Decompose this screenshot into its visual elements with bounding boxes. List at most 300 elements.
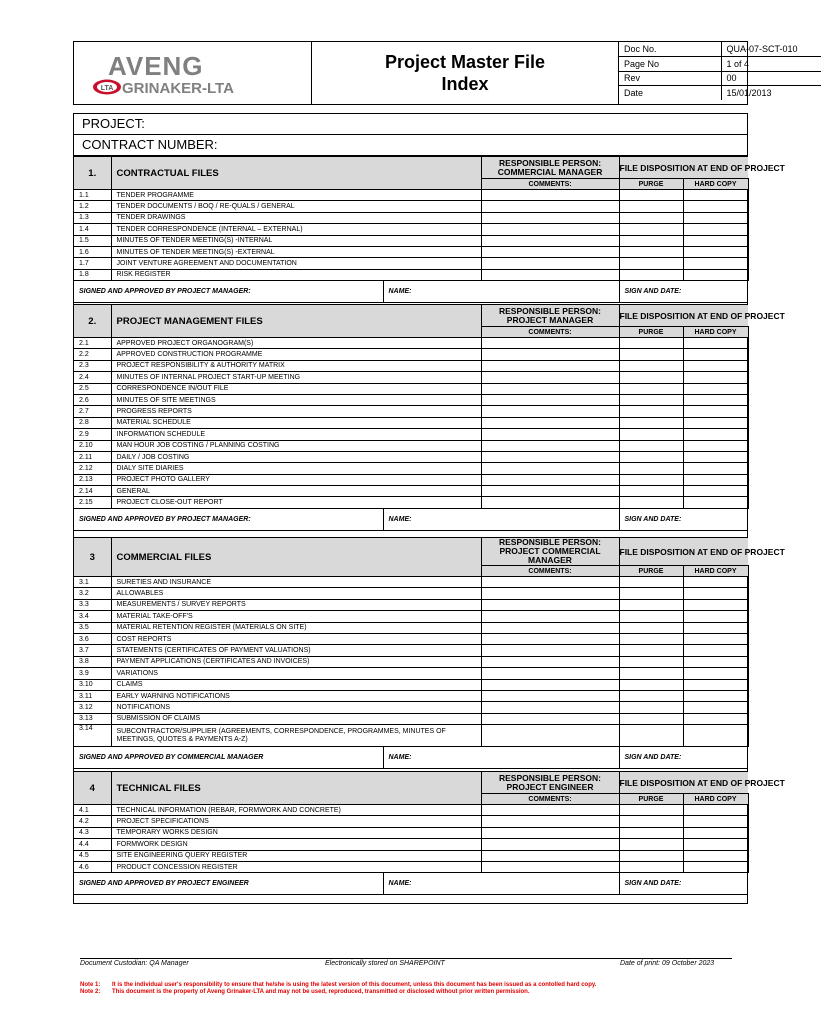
file-item-row (74, 679, 748, 690)
document-header (73, 41, 798, 105)
hard-copy-cell[interactable] (683, 383, 748, 394)
comments-header: COMMENTS: (481, 566, 619, 577)
purge-cell[interactable] (619, 861, 683, 872)
item-number: 1.1 (74, 190, 111, 201)
comments-cell[interactable] (481, 440, 619, 451)
item-description: MATERIAL RETENTION REGISTER (MATERIALS ON SITE) (111, 622, 481, 633)
file-item-row (74, 839, 748, 850)
purge-cell[interactable] (619, 486, 683, 497)
purge-cell[interactable] (619, 463, 683, 474)
name-field[interactable]: NAME: (383, 873, 619, 895)
purge-cell[interactable] (619, 839, 683, 850)
name-field[interactable]: NAME: (383, 508, 619, 530)
item-number: 3.4 (74, 611, 111, 622)
purge-cell[interactable] (619, 690, 683, 701)
purge-cell[interactable] (619, 679, 683, 690)
comments-cell[interactable] (481, 451, 619, 462)
hard-copy-cell[interactable] (683, 805, 748, 816)
contract-number-field[interactable] (74, 135, 747, 156)
hard-copy-cell[interactable] (683, 725, 748, 747)
purge-cell[interactable] (619, 599, 683, 610)
item-description: PRODUCT CONCESSION REGISTER (111, 861, 481, 872)
purge-cell[interactable] (619, 360, 683, 371)
section-header-row (74, 538, 748, 566)
comments-cell[interactable] (481, 383, 619, 394)
purge-cell[interactable] (619, 850, 683, 861)
item-description: TECHNICAL INFORMATION (REBAR, FORMWORK AND CONCRETE) (111, 805, 481, 816)
comments-cell[interactable] (481, 725, 619, 747)
item-number: 3.7 (74, 645, 111, 656)
lta-badge-text: LTA (100, 85, 114, 92)
item-description: PROGRESS REPORTS (111, 406, 481, 417)
file-item-row (74, 690, 748, 701)
file-item-row (74, 486, 748, 497)
responsible-label: RESPONSIBLE PERSON: (499, 157, 602, 168)
file-item-row (74, 850, 748, 861)
purge-cell[interactable] (619, 269, 683, 280)
hard-copy-cell[interactable] (683, 599, 748, 610)
comments-cell[interactable] (481, 622, 619, 633)
hard-copy-cell[interactable] (683, 668, 748, 679)
item-description: MATERIAL SCHEDULE (111, 417, 481, 428)
company-logo (74, 42, 312, 104)
item-number: 1.7 (74, 258, 111, 269)
item-number: 2.11 (74, 451, 111, 462)
comments-header: COMMENTS: (481, 327, 619, 338)
comments-cell[interactable] (481, 394, 619, 405)
item-description: EARLY WARNING NOTIFICATIONS (111, 690, 481, 701)
item-description: VARIATIONS (111, 668, 481, 679)
hard-copy-cell[interactable] (683, 372, 748, 383)
file-item-row (74, 349, 748, 360)
section-number: 4 (74, 772, 111, 805)
item-description: MINUTES OF SITE MEETINGS (111, 394, 481, 405)
item-number: 4.2 (74, 816, 111, 827)
comments-cell[interactable] (481, 474, 619, 485)
file-item-row (74, 372, 748, 383)
title-line-2: Index (441, 74, 489, 94)
comments-cell[interactable] (481, 338, 619, 349)
comments-cell[interactable] (481, 713, 619, 724)
file-item-row (74, 394, 748, 405)
meta-row: Date 15/01/2013 (619, 86, 821, 101)
section-table (74, 537, 785, 769)
purge-cell[interactable] (619, 816, 683, 827)
item-description: SITE ENGINEERING QUERY REGISTER (111, 850, 481, 861)
purge-cell[interactable] (619, 212, 683, 223)
item-description: DAILY / JOB COSTING (111, 451, 481, 462)
hard-copy-cell[interactable] (683, 258, 748, 269)
responsible-label: RESPONSIBLE PERSON: (498, 305, 602, 316)
purge-cell[interactable] (619, 258, 683, 269)
file-item-row (74, 269, 748, 280)
purge-cell[interactable] (619, 622, 683, 633)
purge-cell[interactable] (619, 383, 683, 394)
comments-cell[interactable] (481, 486, 619, 497)
purge-header: PURGE (619, 566, 683, 577)
document-custodian: Document Custodian: QA Manager (80, 960, 189, 967)
hard-copy-cell[interactable] (683, 224, 748, 235)
project-field[interactable] (74, 114, 747, 135)
item-number: 3.8 (74, 656, 111, 667)
item-number: 1.3 (74, 212, 111, 223)
responsible-person (481, 305, 619, 327)
file-item-row (74, 577, 748, 588)
item-description: CLAIMS (111, 679, 481, 690)
item-description: MEASUREMENTS / SURVEY REPORTS (111, 599, 481, 610)
purge-header: PURGE (619, 794, 683, 805)
purge-cell[interactable] (619, 474, 683, 485)
section-title: CONTRACTUAL FILES (111, 157, 481, 190)
hard-copy-header: HARD COPY (683, 179, 748, 190)
purge-cell[interactable] (619, 440, 683, 451)
file-item-row (74, 702, 748, 713)
item-description: RISK REGISTER (111, 269, 481, 280)
purge-cell[interactable] (619, 349, 683, 360)
sign-date-field[interactable]: SIGN AND DATE: (619, 508, 748, 530)
hard-copy-cell[interactable] (683, 246, 748, 257)
meta-row: Page No 1 of 4 (619, 57, 821, 72)
section-title: PROJECT MANAGEMENT FILES (111, 305, 481, 338)
purge-cell[interactable] (619, 417, 683, 428)
item-number: 4.4 (74, 839, 111, 850)
comments-cell[interactable] (481, 497, 619, 508)
hard-copy-cell[interactable] (683, 861, 748, 872)
comments-cell[interactable] (481, 679, 619, 690)
section-header-row (74, 157, 748, 179)
file-disposition-header: FILE DISPOSITION AT END OF PROJECT (619, 772, 748, 794)
file-item-row (74, 861, 748, 872)
sign-date-field[interactable]: SIGN AND DATE: (619, 873, 748, 895)
responsible-person (481, 772, 619, 794)
hard-copy-cell[interactable] (683, 656, 748, 667)
file-item-row (74, 338, 748, 349)
comments-cell[interactable] (481, 224, 619, 235)
comments-cell[interactable] (481, 212, 619, 223)
file-item-row (74, 725, 748, 747)
comments-cell[interactable] (481, 690, 619, 701)
comments-cell[interactable] (481, 429, 619, 440)
item-description: MINUTES OF TENDER MEETING(S) -INTERNAL (111, 235, 481, 246)
hard-copy-cell[interactable] (683, 622, 748, 633)
hard-copy-cell[interactable] (683, 338, 748, 349)
comments-cell[interactable] (481, 805, 619, 816)
section-number: 2. (74, 305, 111, 338)
file-item-row (74, 201, 748, 212)
item-description: DIALY SITE DIARIES (111, 463, 481, 474)
item-number: 1.8 (74, 269, 111, 280)
item-description: PROJECT CLOSE-OUT REPORT (111, 497, 481, 508)
comments-cell[interactable] (481, 633, 619, 644)
comments-cell[interactable] (481, 235, 619, 246)
section-header-row (74, 772, 748, 794)
item-number: 4.1 (74, 805, 111, 816)
file-item-row (74, 588, 748, 599)
signed-approved-label: SIGNED AND APPROVED BY PROJECT MANAGER: (74, 508, 383, 530)
comments-cell[interactable] (481, 406, 619, 417)
item-description: PROJECT RESPONSIBILITY & AUTHORITY MATRIX (111, 360, 481, 371)
hard-copy-cell[interactable] (683, 577, 748, 588)
project-label: PROJECT: (82, 116, 145, 131)
sign-date-field[interactable]: SIGN AND DATE: (619, 281, 748, 303)
file-item-row (74, 599, 748, 610)
item-number: 1.6 (74, 246, 111, 257)
purge-cell[interactable] (619, 827, 683, 838)
item-number: 3.1 (74, 577, 111, 588)
item-description: COST REPORTS (111, 633, 481, 644)
purge-cell[interactable] (619, 201, 683, 212)
item-number: 4.3 (74, 827, 111, 838)
hard-copy-cell[interactable] (683, 474, 748, 485)
file-item-row (74, 656, 748, 667)
purge-cell[interactable] (619, 224, 683, 235)
item-number: 3.13 (74, 713, 111, 724)
hard-copy-cell[interactable] (683, 839, 748, 850)
purge-cell[interactable] (619, 668, 683, 679)
comments-cell[interactable] (481, 599, 619, 610)
item-description: PROJECT PHOTO GALLERY (111, 474, 481, 485)
item-number: 2.3 (74, 360, 111, 371)
section-number: 3 (74, 538, 111, 577)
purge-cell[interactable] (619, 805, 683, 816)
item-number: 1.4 (74, 224, 111, 235)
purge-cell[interactable] (619, 394, 683, 405)
purge-cell[interactable] (619, 702, 683, 713)
file-item-row (74, 383, 748, 394)
document-notes (80, 982, 596, 996)
item-description: GENERAL (111, 486, 481, 497)
responsible-label: RESPONSIBLE PERSON: (498, 772, 602, 783)
file-item-row (74, 805, 748, 816)
comments-cell[interactable] (481, 360, 619, 371)
item-description: TEMPORARY WORKS DESIGN (111, 827, 481, 838)
responsible-role: PROJECT MANAGER (506, 314, 594, 325)
item-description: CORRESPONDENCE IN/OUT FILE (111, 383, 481, 394)
purge-cell[interactable] (619, 713, 683, 724)
footer-divider (80, 958, 732, 959)
hard-copy-cell[interactable] (683, 497, 748, 508)
section-title: TECHNICAL FILES (111, 772, 481, 805)
file-item-row (74, 360, 748, 371)
comments-cell[interactable] (481, 463, 619, 474)
item-number: 2.13 (74, 474, 111, 485)
item-description: FORMWORK DESIGN (111, 839, 481, 850)
hard-copy-cell[interactable] (683, 417, 748, 428)
signature-row (74, 873, 748, 895)
item-description: TENDER DRAWINGS (111, 212, 481, 223)
purge-cell[interactable] (619, 725, 683, 747)
item-description: ALLOWABLES (111, 588, 481, 599)
print-date: Date of print: 09 October 2023 (620, 960, 715, 967)
comments-cell[interactable] (481, 611, 619, 622)
purge-cell[interactable] (619, 577, 683, 588)
comments-cell[interactable] (481, 668, 619, 679)
hard-copy-cell[interactable] (683, 679, 748, 690)
file-item-row (74, 429, 748, 440)
comments-header: COMMENTS: (481, 794, 619, 805)
purge-cell[interactable] (619, 372, 683, 383)
file-item-row (74, 713, 748, 724)
hard-copy-cell[interactable] (683, 269, 748, 280)
item-number: 2.10 (74, 440, 111, 451)
item-number: 3.3 (74, 599, 111, 610)
name-field[interactable]: NAME: (383, 281, 619, 303)
hard-copy-cell[interactable] (683, 611, 748, 622)
logo-bottom-text: GRINAKER-LTA (122, 80, 234, 97)
meta-row: Doc No. QUA-07-SCT-010 (619, 42, 821, 57)
note-2: Note 2: This document is the property of Aveng Grinaker-LTA and may not be used, reproduced, transmitted or disclosed without prior written permission. (80, 989, 530, 995)
hard-copy-cell[interactable] (683, 486, 748, 497)
comments-cell[interactable] (481, 258, 619, 269)
item-number: 2.8 (74, 417, 111, 428)
comments-cell[interactable] (481, 372, 619, 383)
file-item-row (74, 633, 748, 644)
signature-row (74, 747, 748, 769)
comments-cell[interactable] (481, 349, 619, 360)
file-item-row (74, 235, 748, 246)
item-description: TENDER DOCUMENTS / BOQ / RE-QUALS / GENERAL (111, 201, 481, 212)
item-number: 3.2 (74, 588, 111, 599)
logo-top-text: AVENG (108, 51, 204, 81)
hard-copy-cell[interactable] (683, 816, 748, 827)
signed-approved-label: SIGNED AND APPROVED BY PROJECT MANAGER: (74, 281, 383, 303)
signed-approved-label: SIGNED AND APPROVED BY COMMERCIAL MANAGER (74, 747, 383, 769)
signature-row (74, 508, 748, 530)
hard-copy-cell[interactable] (683, 451, 748, 462)
responsible-person (481, 538, 619, 566)
item-description: PROJECT SPECIFICATIONS (111, 816, 481, 827)
hard-copy-cell[interactable] (683, 394, 748, 405)
item-description: MATERIAL TAKE-OFF'S (111, 611, 481, 622)
title-line-1: Project Master File (384, 52, 546, 72)
file-disposition-header: FILE DISPOSITION AT END OF PROJECT (619, 305, 748, 327)
hard-copy-cell[interactable] (683, 349, 748, 360)
item-number: 2.15 (74, 497, 111, 508)
comments-cell[interactable] (481, 839, 619, 850)
file-disposition-header: FILE DISPOSITION AT END OF PROJECT (619, 157, 748, 179)
hard-copy-cell[interactable] (683, 235, 748, 246)
hard-copy-cell[interactable] (683, 588, 748, 599)
comments-cell[interactable] (481, 656, 619, 667)
hard-copy-cell[interactable] (683, 212, 748, 223)
hard-copy-cell[interactable] (683, 360, 748, 371)
hard-copy-cell[interactable] (683, 827, 748, 838)
file-item-row (74, 440, 748, 451)
hard-copy-cell[interactable] (683, 440, 748, 451)
comments-cell[interactable] (481, 827, 619, 838)
item-number: 2.2 (74, 349, 111, 360)
responsible-role: COMMERCIAL MANAGER (497, 166, 603, 177)
storage-location: Electronically stored on SHAREPOINT (325, 960, 445, 967)
item-description: SUBMISSION OF CLAIMS (111, 713, 481, 724)
comments-cell[interactable] (481, 269, 619, 280)
hard-copy-cell[interactable] (683, 633, 748, 644)
comments-cell[interactable] (481, 577, 619, 588)
name-field[interactable]: NAME: (383, 747, 619, 769)
section-table (74, 304, 785, 531)
hard-copy-cell[interactable] (683, 645, 748, 656)
section-table (74, 156, 785, 303)
file-item-row (74, 258, 748, 269)
comments-cell[interactable] (481, 417, 619, 428)
item-number: 2.7 (74, 406, 111, 417)
comments-cell[interactable] (481, 246, 619, 257)
purge-header: PURGE (619, 327, 683, 338)
comments-cell[interactable] (481, 190, 619, 201)
purge-cell[interactable] (619, 497, 683, 508)
purge-cell[interactable] (619, 645, 683, 656)
item-number: 2.1 (74, 338, 111, 349)
file-item-row (74, 406, 748, 417)
item-number: 3.12 (74, 702, 111, 713)
comments-cell[interactable] (481, 702, 619, 713)
comments-cell[interactable] (481, 861, 619, 872)
file-disposition-header: FILE DISPOSITION AT END OF PROJECT (619, 538, 748, 566)
hard-copy-header: HARD COPY (683, 327, 748, 338)
purge-cell[interactable] (619, 656, 683, 667)
hard-copy-cell[interactable] (683, 702, 748, 713)
item-number: 2.4 (74, 372, 111, 383)
item-description: APPROVED CONSTRUCTION PROGRAMME (111, 349, 481, 360)
purge-cell[interactable] (619, 588, 683, 599)
aveng-logo-graphic (74, 42, 312, 104)
index-form (73, 113, 785, 904)
item-number: 1.5 (74, 235, 111, 246)
purge-cell[interactable] (619, 451, 683, 462)
responsible-role: PROJECT COMMERCIAL MANAGER (499, 546, 601, 565)
comments-cell[interactable] (481, 850, 619, 861)
purge-cell[interactable] (619, 633, 683, 644)
contract-number-label: CONTRACT NUMBER: (82, 137, 218, 152)
file-item-row (74, 816, 748, 827)
purge-cell[interactable] (619, 235, 683, 246)
item-description: JOINT VENTURE AGREEMENT AND DOCUMENTATION (111, 258, 481, 269)
hard-copy-cell[interactable] (683, 406, 748, 417)
item-number: 2.5 (74, 383, 111, 394)
item-number: 4.6 (74, 861, 111, 872)
sign-date-field[interactable]: SIGN AND DATE: (619, 747, 748, 769)
comments-cell[interactable] (481, 816, 619, 827)
file-item-row (74, 212, 748, 223)
file-item-row (74, 474, 748, 485)
item-description: MINUTES OF INTERNAL PROJECT START-UP MEETING (111, 372, 481, 383)
hard-copy-cell[interactable] (683, 429, 748, 440)
purge-cell[interactable] (619, 429, 683, 440)
purge-cell[interactable] (619, 611, 683, 622)
section-number: 1. (74, 157, 111, 190)
file-item-row (74, 827, 748, 838)
item-description: TENDER CORRESPONDENCE (INTERNAL – EXTERNAL) (111, 224, 481, 235)
purge-cell[interactable] (619, 190, 683, 201)
file-item-row (74, 611, 748, 622)
section-title: COMMERCIAL FILES (111, 538, 481, 577)
purge-cell[interactable] (619, 338, 683, 349)
comments-cell[interactable] (481, 201, 619, 212)
hard-copy-cell[interactable] (683, 713, 748, 724)
hard-copy-cell[interactable] (683, 850, 748, 861)
hard-copy-cell[interactable] (683, 201, 748, 212)
hard-copy-cell[interactable] (683, 690, 748, 701)
comments-cell[interactable] (481, 588, 619, 599)
hard-copy-cell[interactable] (683, 463, 748, 474)
purge-cell[interactable] (619, 246, 683, 257)
hard-copy-cell[interactable] (683, 190, 748, 201)
file-item-row (74, 645, 748, 656)
file-item-row (74, 463, 748, 474)
responsible-person (481, 157, 619, 179)
comments-cell[interactable] (481, 645, 619, 656)
purge-cell[interactable] (619, 406, 683, 417)
